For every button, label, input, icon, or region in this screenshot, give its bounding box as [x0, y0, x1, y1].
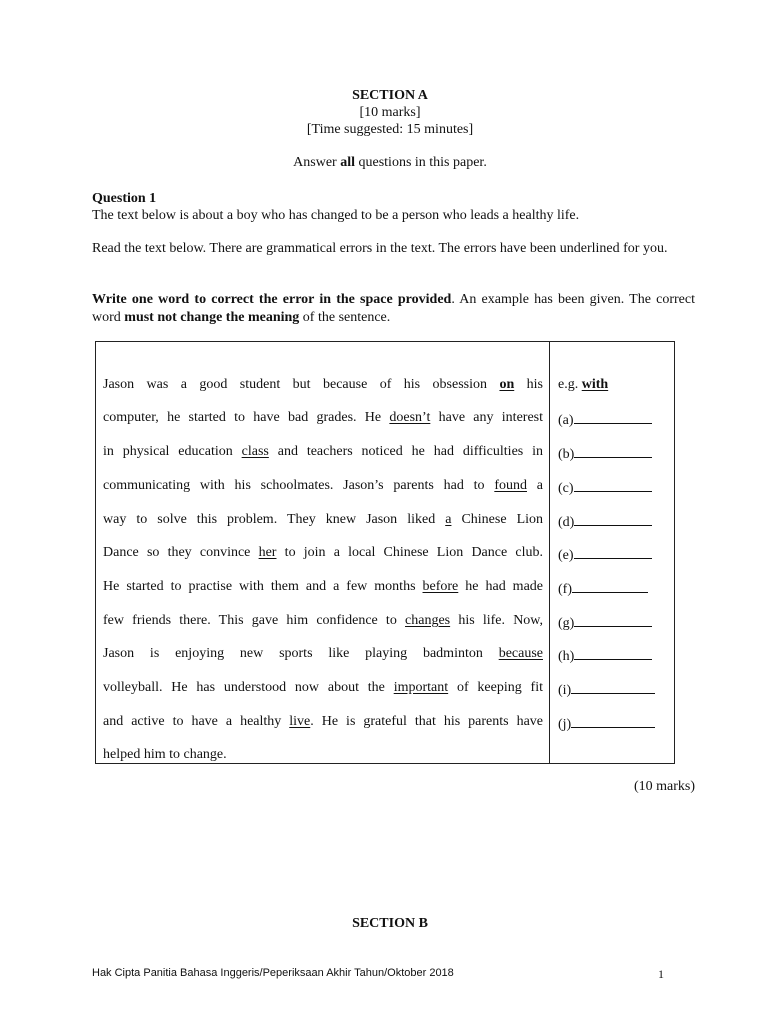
- answer-a[interactable]: (a): [558, 409, 652, 430]
- passage-line-11: and active to have a healthy live. He is grateful that his parents have: [103, 714, 544, 729]
- passage-line-10: volleyball. He has understood now about the important of keeping fit: [103, 680, 543, 695]
- answer-blank[interactable]: [574, 645, 652, 660]
- example-error: on: [499, 377, 515, 392]
- instruction-bold-1: Write one word to correct the error in the space provided: [92, 292, 452, 307]
- question-instruction-1: Read the text below. There are grammatical errors in the text. The errors have been underlined for you.: [92, 241, 668, 256]
- instruction-end: of the sentence.: [299, 310, 391, 325]
- passage-table: [95, 341, 675, 764]
- error-b: class: [241, 444, 269, 459]
- answer-example: e.g. with: [558, 377, 609, 392]
- section-b-title: SECTION B: [352, 916, 428, 931]
- error-c: found: [494, 478, 527, 493]
- instruction-text: Answer: [293, 155, 341, 170]
- instruction-mid: . An example has been given. The correct word: [92, 292, 695, 325]
- answer-h[interactable]: (h): [558, 645, 652, 666]
- passage-line-9: Jason is enjoying new sports like playing badminton because: [103, 646, 543, 661]
- section-marks: [10 marks]: [359, 105, 421, 120]
- question-title: Question 1: [92, 191, 157, 206]
- answer-i[interactable]: (i): [558, 679, 655, 700]
- answer-j[interactable]: (j): [558, 713, 655, 734]
- footer-copyright: Hak Cipta Panitia Bahasa Inggeris/Peperiksaan Akhir Tahun/Oktober 2018: [92, 967, 454, 979]
- answer-g[interactable]: (g): [558, 612, 652, 633]
- answer-e[interactable]: (e): [558, 544, 652, 565]
- question-intro: The text below is about a boy who has changed to be a person who leads a healthy life.: [92, 208, 580, 223]
- error-h: because: [498, 646, 543, 661]
- error-j: live: [289, 714, 311, 729]
- table-divider: [549, 342, 550, 763]
- error-f: before: [422, 579, 459, 594]
- answer-blank[interactable]: [574, 612, 652, 627]
- answer-blank[interactable]: [572, 578, 648, 593]
- answer-d[interactable]: (d): [558, 511, 652, 532]
- answer-blank[interactable]: [571, 713, 655, 728]
- error-d: a: [445, 512, 452, 527]
- passage-line-5: way to solve this problem. They knew Jason liked a Chinese Lion: [103, 512, 544, 527]
- instruction-text-end: questions in this paper.: [355, 155, 487, 170]
- passage-line-8: few friends there. This gave him confidence to changes his life. Now,: [103, 613, 544, 628]
- time-suggested: [Time suggested: 15 minutes]: [306, 122, 474, 137]
- answer-blank[interactable]: [574, 409, 652, 424]
- error-e: her: [258, 545, 277, 560]
- passage-line-2: computer, he started to have bad grades. He doesn’t have any interest: [103, 410, 543, 425]
- question-instruction-2: [92, 291, 695, 327]
- passage-line-6: Dance so they convince her to join a local Chinese Lion Dance club.: [103, 545, 543, 560]
- section-a-title: SECTION A: [352, 88, 428, 103]
- passage-line-3: in physical education class and teachers noticed he had difficulties in: [103, 444, 544, 459]
- answer-blank[interactable]: [574, 511, 652, 526]
- answer-b[interactable]: (b): [558, 443, 652, 464]
- passage-line-12: helped him to change.: [103, 747, 227, 762]
- passage-line-1: Jason was a good student but because of his obsession on his: [103, 377, 543, 392]
- answer-c[interactable]: (c): [558, 477, 652, 498]
- example-answer: with: [581, 377, 609, 392]
- answer-f[interactable]: (f): [558, 578, 648, 599]
- passage-line-4: communicating with his schoolmates. Jason’s parents had to found a: [103, 478, 543, 493]
- passage-line-7: He started to practise with them and a few months before he had made: [103, 579, 544, 594]
- error-i: important: [393, 680, 449, 695]
- general-instruction: [0, 154, 768, 171]
- answer-blank[interactable]: [574, 443, 652, 458]
- page-number: 1: [658, 967, 664, 981]
- instruction-bold: all: [340, 155, 355, 170]
- instruction-bold-2: must not change the meaning: [124, 310, 300, 325]
- error-g: changes: [405, 613, 451, 628]
- answer-blank[interactable]: [571, 679, 655, 694]
- answer-blank[interactable]: [574, 477, 652, 492]
- error-a: doesn’t: [389, 410, 431, 425]
- answer-blank[interactable]: [574, 544, 652, 559]
- total-marks: (10 marks): [633, 779, 695, 794]
